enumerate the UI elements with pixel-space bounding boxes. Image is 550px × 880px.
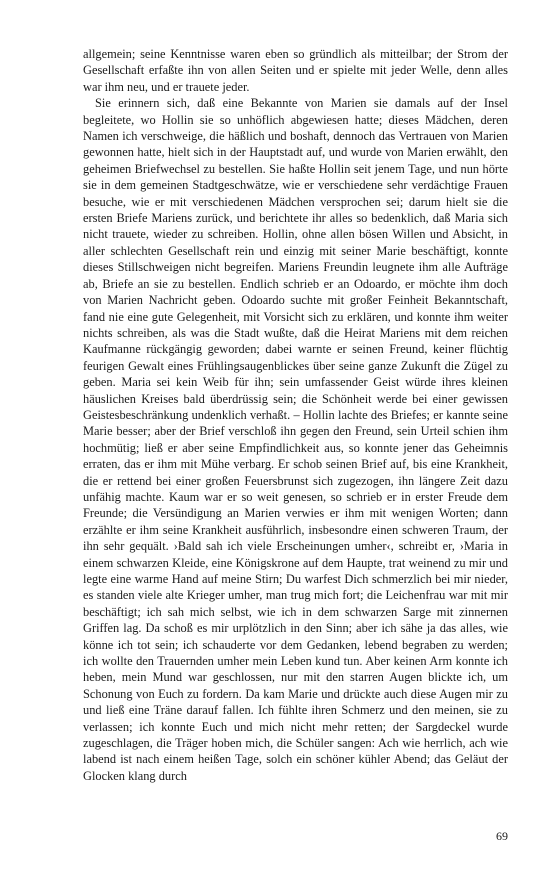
page-number: 69 (496, 829, 508, 843)
page-body (83, 46, 508, 784)
paragraph-main: Sie erinnern sich, daß eine Bekannte von Marien sie damals auf der Insel begleitete, wo Hollin sie so unhöflich abgewiesen hatte; dieses Mädchen, deren Namen ich verschweige, die häßlich und boshaft, dennoch das Vertrauen von Marien gewonnen hatte, hielt sich in der Hauptstadt auf, und wurde von Marien erwählt, den geheimen Briefwechsel zu bestellen. Sie haßte Hollin seit jenem Tage, und nun hörte sie in dem gemeinen Stadtgeschwätze, wie er verschiedene sehr verdächtige Frauen besuche, wie er mit verschiedenen Mädchen versprochen sei; darum hielt sie die ersten Briefe Mariens zurück, und berichtete ihr alles so bedenklich, daß Maria sich nicht trauete, wieder zu schreiben. Hollin, ohne allen bösen Willen und Absicht, in aller schlechten Gesellschaft rein und einzig mit seiner Marie beschäftigt, konnte dieses Stillschweigen nicht begreifen. Mariens Freundin leugnete ihm alle Aufträge ab, Briefe an sie zu bestellen. Endlich schrieb er an Odoardo, er möchte ihm doch von Marien Nachricht geben. Odoardo suchte mit großer Feinheit Bekanntschaft, fand nie eine gute Gelegenheit, mit Vorsicht sich zu erklären, und konnte ihm weiter nichts schreiben, als was die Stadt wußte, daß die Heirat Mariens mit dem reichen Kaufmanne rückgängig geworden; dabei warnte er seinen Freund, keiner flüchtig feurigen Gewalt eines Frühlingsaugenblickes über seine ganze Zukunft die Zügel zu geben. Maria sei kein Weib für ihn; sein umfassender Geist würde ihres kleinen häuslichen Kreises bald überdrüssig sein; die Schönheit werde bei einer gewissen Geistesbeschränkung undenklich verhaßt. – Hollin lachte des Briefes; er kannte seine Marie besser; aber der Brief verschloß ihn gegen den Freund, sein Urteil schien ihm hochmütig; ließ er aber seine Empfindlichkeit aus, so konnte jener das Geheimnis erraten, das er ihm mit Mühe verbarg. Er schob seinen Brief auf, bis eine Krankheit, die er rettend bei einer großen Feuersbrunst sich zugezogen, ihn längere Zeit dazu unfähig machte. Kaum war er so weit genesen, so schrieb er in erster Freude dem Freunde; die Versündigung an Marien verwies er ihm mit wenigen Worten; dann erzählte er ihm seine Krankheit ausführlich, insbesondre einen schweren Traum, der ihn sehr gequält. ›Bald sah ich viele Erscheinungen umher‹, schreibt er, ›Maria in einem schwarzen Kleide, eine Königskrone auf dem Haupte, trat weinend zu mir und legte eine warme Hand auf meine Stirn; Du warfest Dich schmerzlich bei mir nieder, es standen viele alte Krieger umher, man trug mich fort; die Leichenfrau war mit mir beschäftigt; ich sah mich selbst, wie ich in dem schwarzen Sarge mit zinnernen Griffen lag. Da schoß es mir urplötzlich in den Sinn; aber ich sähe ja das alles, wie könne ich tot sein; ich schauderte vor dem Gedanken, lebend begraben zu werden; ich wollte den Trauernden umher mein Leben kund tun. Aber keinen Arm konnte ich heben, mein Mund war geschlossen, nur mit den starren Augen blickte ich, um Schonung von Euch zu fordern. Da kam Marie und drückte auch diese Augen mir zu und ließ eine Träne darauf fallen. Ich fühlte ihren Schmerz und den meinen, sie zu verlassen; ich konnte Euch und mich nicht mehr retten; der Sargdeckel wurde zugeschlagen, die Träger hoben mich, die Schüler sangen: Ach wie herrlich, ach wie labend ist nach einem heißen Tage, solch ein schöner kühler Abend; das Geläut der Glocken klang durch (83, 96, 508, 783)
paragraph-continuation: allgemein; seine Kenntnisse waren eben so gründlich als mitteilbar; der Strom der Gesellschaft erfaßte ihn von allen Seiten und er spielte mit jeder Welle, denn alles war ihm neu, und er trauete jeder. (83, 47, 508, 94)
